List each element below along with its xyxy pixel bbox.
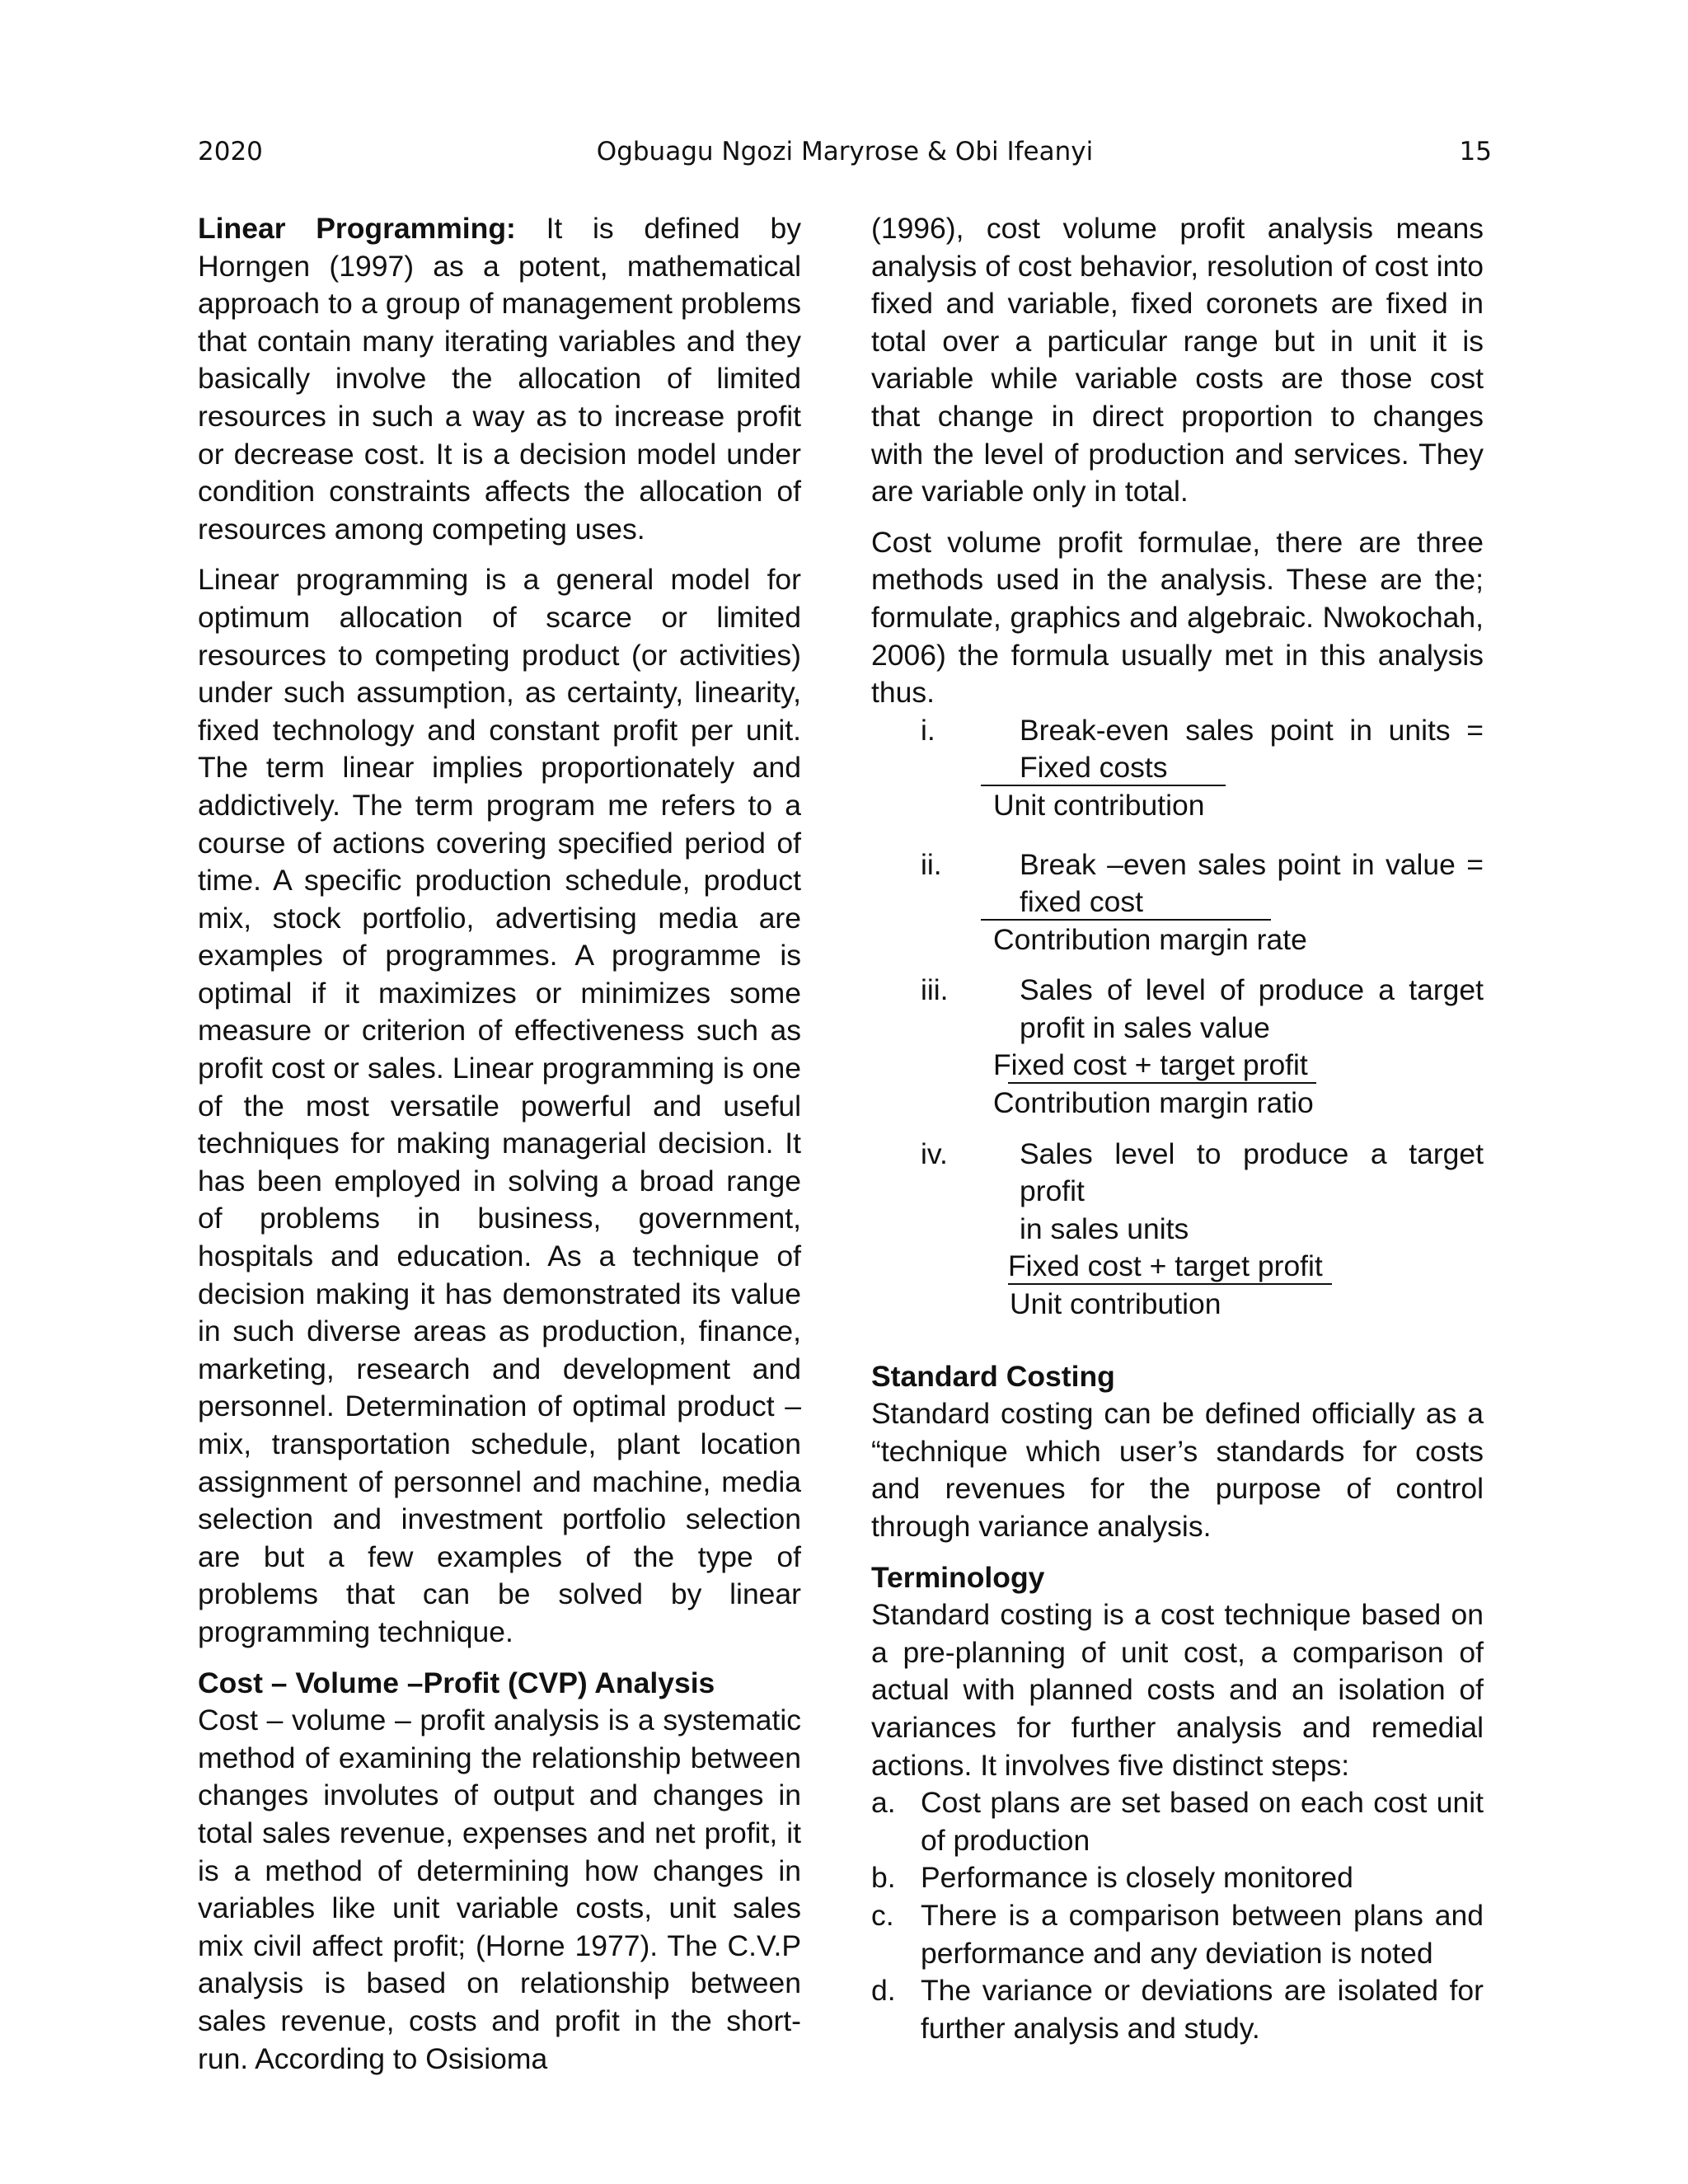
header-authors: Ogbuagu Ngozi Maryrose & Obi Ifeanyi [596,137,1094,166]
formula-number: iii. [921,973,949,1007]
formula-label-line-2: in sales units [1020,1212,1189,1245]
lp-heading: Linear Programming: [198,212,516,245]
terminology-paragraph: Standard costing is a cost technique based on a pre-planning of unit cost, a comparison of actual with planned costs and an isolation of variances for further analysis and remedial actions. It involves five distinct steps: [871,1598,1484,1782]
formula-label: Break-even sales point in units = [1020,713,1484,747]
formula-denominator: Contribution margin ratio [993,1086,1314,1120]
formula-denominator: Unit contribution [1010,1287,1221,1321]
list-letter: a. [871,1786,896,1820]
list-item [871,1972,1484,2047]
formula-label: Break –even sales point in value = [1020,847,1484,881]
list-item-text: Cost plans are set based on each cost unit of production [921,1786,1484,1857]
formula-denominator: Contribution margin rate [993,922,1307,956]
formula-label-line-2: profit in sales value [1020,1010,1270,1044]
lp-paragraph-1-text: It is defined by Horngen (1997) as a potent, mathematical approach to a group of management problems that contain many iterating variables and they basically involve the allocation of limited resources in such a way as to increase profit or decrease cost. It is a decision model under condition constraints affects the allocation of resources among competing uses. [198,212,801,546]
cvp-heading: Cost – Volume –Profit (CVP) Analysis [198,1666,715,1699]
cvp-paragraph-1-continued: (1996), cost volume profit analysis means analysis of cost behavior, resolution of cost into fixed and variable, fixed coronets are fixed in total over a particular range but in unit it is variable while variable costs are those cost that change in direct proportion to changes with the level of production and services. They are variable only in total. [871,212,1484,509]
formula-label-line-1: Sales level to produce a target profit [1020,1137,1484,1208]
formula-numerator: fixed cost [1020,885,1143,919]
list-item-text: Performance is closely monitored [921,1861,1353,1895]
formula-3 [871,972,1484,1122]
formula-numerator: Fixed cost + target profit [993,1048,1308,1082]
list-letter: c. [871,1898,894,1932]
list-item-text: The variance or deviations are isolated for further analysis and study. [921,1974,1484,2045]
header-year: 2020 [198,137,263,166]
right-column [871,210,1484,2047]
formula-number: iv. [921,1137,948,1170]
standard-costing-heading: Standard Costing [871,1359,1115,1393]
formula-2 [871,846,1484,959]
page-header [198,137,1492,173]
lp-paragraph-1 [198,210,801,548]
formula-number: i. [921,713,935,747]
list-item [871,1897,1484,1972]
page-number: 15 [1459,137,1492,166]
left-column [198,210,801,2078]
formula-label-line-1: Sales of level of produce a target [1020,973,1484,1007]
cvp-paragraph-2: Cost volume profit formulae, there are three methods used in the analysis. These are the; formulate, graphics and algebraic. Nwokochah, 2006) the formula usually met in this analysis thus. [871,525,1484,710]
list-item-text: There is a comparison between plans and performance and any deviation is noted [921,1898,1484,1970]
list-letter: b. [871,1861,896,1895]
formula-numerator: Fixed cost + target profit [1008,1249,1323,1283]
formula-4 [871,1136,1484,1324]
cvp-paragraph-1: Cost – volume – profit analysis is a systematic method of examining the relationship between changes involutes of output and changes in total sales revenue, expenses and net profit, it is a method of determining how changes in variables like unit variable costs, unit sales mix civil affect profit; (Horne 1977). The C.V.P analysis is based on relationship between sales revenue, costs and profit in the short-run. According to Osisioma [198,1704,801,2075]
lp-paragraph-2: Linear programming is a general model for optimum allocation of scarce or limited resources to competing product (or activities) under such assumption, as certainty, linearity, fixed technology and constant profit per unit. The term linear implies proportionately and addictively. The term program me refers to a course of actions covering specified period of time. A specific production schedule, product mix, stock portfolio, advertising media are examples of programmes. A programme is optimal if it maximizes or minimizes some measure or criterion of effectiveness such as profit cost or sales. Linear programming is one of the most versatile powerful and useful techniques for making managerial decision. It has been employed in solving a broad range of problems in business, government, hospitals and education. As a technique of decision making it has demonstrated its value in such diverse areas as production, finance, marketing, research and development and personnel. Determination of optimal product – mix, transportation schedule, plant location assignment of personnel and machine, media selection and investment portfolio selection are but a few examples of the type of problems that can be solved by linear programming technique. [198,563,801,1648]
list-letter: d. [871,1974,896,2008]
formula-1 [871,712,1484,825]
formula-numerator: Fixed costs [1020,751,1168,785]
list-item [871,1784,1484,1859]
terminology-heading: Terminology [871,1560,1045,1594]
list-item [871,1859,1484,1897]
formula-number: ii. [921,847,942,881]
standard-costing-paragraph: Standard costing can be defined officially as a “technique which user’s standards for costs and revenues for the purpose of control through variance analysis. [871,1397,1484,1543]
steps-list [871,1784,1484,2047]
formula-denominator: Unit contribution [993,788,1205,822]
